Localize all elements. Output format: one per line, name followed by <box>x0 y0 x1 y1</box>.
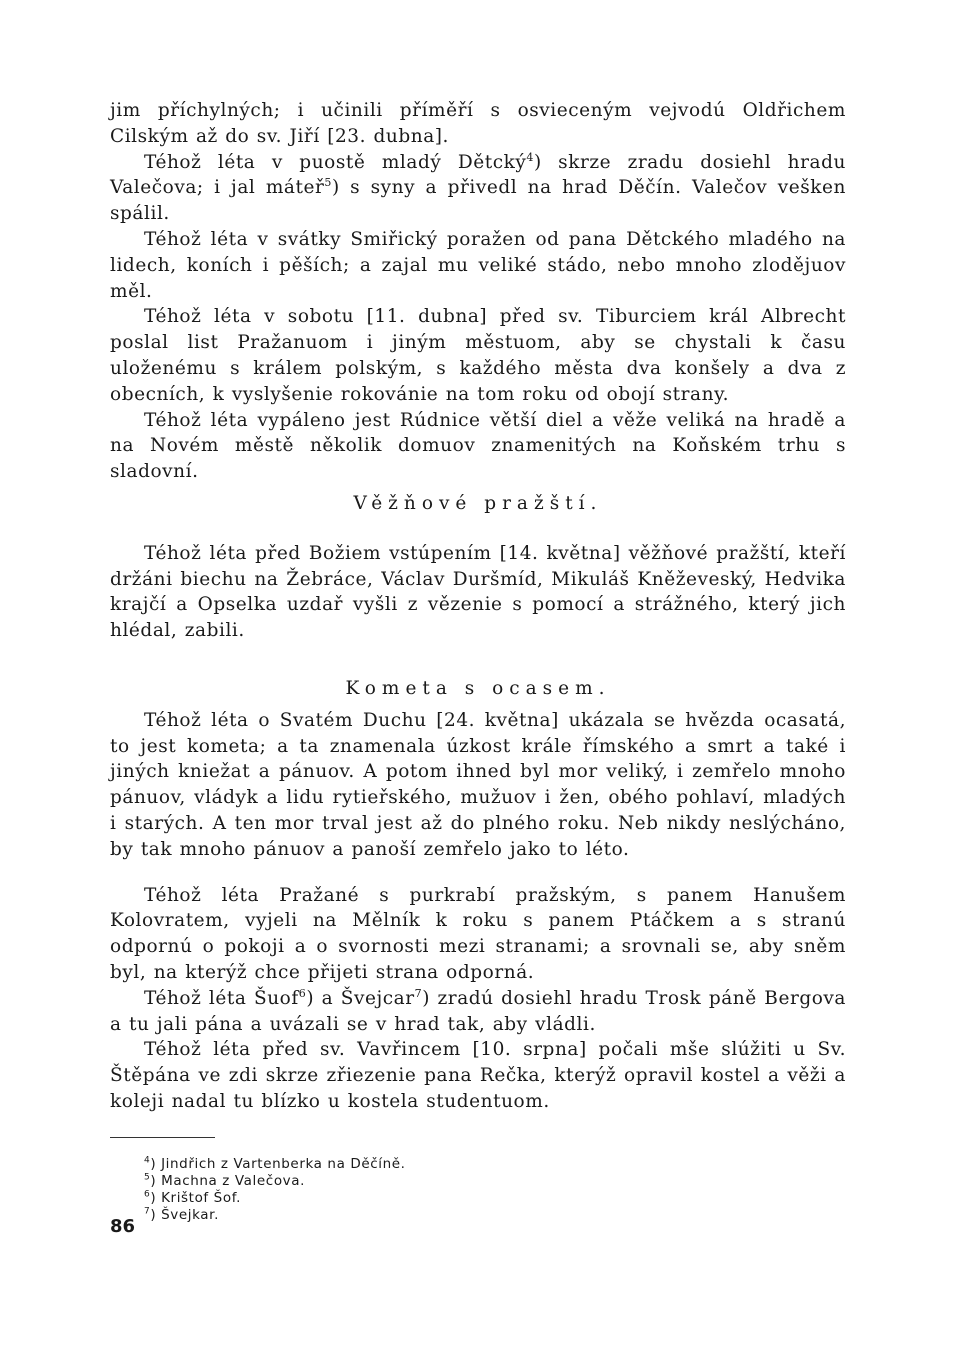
paragraph: jim příchylných; i učinili příměří s osvieceným vejvodú Oldřichem Cilským až do sv. Jiří [23. dubna]. <box>110 100 846 147</box>
footnote-number: 6 <box>144 1189 151 1200</box>
footnote-text: ) Švejkar. <box>150 1206 219 1223</box>
paragraph: Téhož léta vypáleno jest Rúdnice větší diel a věže veliká na hradě a na Novém městě několik domuov znamenitých na Koňském trhu s sladovní. <box>110 409 846 483</box>
footnote <box>144 1190 846 1207</box>
footnote-ref: 7 <box>414 986 423 1000</box>
paragraph: Téhož léta před Božiem vstúpením [14. května] věžňové pražští, kteří držáni biechu na Žebráce, Václav Duršmíd, Mikuláš Kněževeský, Hedvika krajčí a Opselka uzdař vyšli z vězenie s pomocí a strážného, který jich hlédal, zabili. <box>110 542 846 642</box>
footnote <box>144 1207 846 1224</box>
paragraph: Téhož léta v sobotu [11. dubna] před sv. Tiburciem král Albrecht poslal list Pražanuom i jiným městuom, aby se chystali k času uloženému s králem polským, s každého města dva konšely a dva z obecních, k vyslyšenie rokovánie na tom roku od obojí strany. <box>110 306 846 405</box>
footnote-divider <box>110 1137 215 1138</box>
section-heading: Kometa s ocasem. <box>345 677 611 699</box>
footnote-text: ) Krištof Šof. <box>150 1189 241 1206</box>
paragraph: Téhož léta v svátky Smiřický poražen od pana Dětckého mladého na lidech, koních i pěších; a zajal mu veliké stádo, nebo mnoho zlodějuov měl. <box>110 228 846 302</box>
footnote-number: 7 <box>144 1206 151 1217</box>
footnote-ref: 6 <box>298 986 307 1000</box>
footnote-number: 4 <box>144 1155 151 1166</box>
footnotes <box>144 1156 846 1224</box>
paragraph-text: ) skrze zradu dosiehl hradu Valečova; i jal máteř <box>110 151 846 199</box>
paragraph-text: Téhož léta Šuof <box>144 987 299 1009</box>
footnote-text: ) Machna z Valečova. <box>150 1172 306 1189</box>
footnote-number: 5 <box>144 1172 151 1183</box>
paragraph: Téhož léta před sv. Vavřincem [10. srpna] počali mše slúžiti u Sv. Štěpána ve zdi skrze zřiezenie pana Rečka, kterýž opravil kostel a věži a koleji nadal tu blízko u kostela studentuom. <box>110 1039 846 1112</box>
paragraph-text: Téhož léta v puostě mladý Dětcký <box>144 151 527 173</box>
paragraph-text: ) a Švejcar <box>306 987 415 1009</box>
footnote-ref: 4 <box>526 150 534 164</box>
paragraph: Téhož léta o Svatém Duchu [24. května] ukázala se hvězda ocasatá, to jest kometa; a ta znamenala úzkost krále římského a smrt a také i jiných kniežat a pánuov. A potom ihned byl mor veliký, i zemřelo mnoho pánuov, vládyk a lidu rytieřského, mužuov i žen, obého pohlaví, mladých i starých. A ten mor trval jest až do plného roku. Neb nikdy neslýcháno, by tak mnoho pánuov a panoší zemřelo jako to léto. <box>110 709 846 860</box>
section-heading: Věžňové pražští. <box>353 492 603 514</box>
paragraph-text: ) s syny a přivedl na hrad Děčín. Valečov vešken spálil. <box>110 177 847 225</box>
footnote-ref: 5 <box>324 176 332 190</box>
paragraph-text: ) zradú dosiehl hradu Trosk páně Bergova a tu jali pána a uvázali se v hrad tak, aby vládli. <box>110 987 846 1035</box>
footnote-text: ) Jindřich z Vartenberka na Děčíně. <box>150 1155 406 1172</box>
paragraph <box>110 150 846 227</box>
footnote <box>144 1156 846 1173</box>
paragraph: Téhož léta Pražané s purkrabí pražským, s panem Hanušem Kolovratem, vyjeli na Mělník k roku s panem Ptáčkem a s stranú odpornú o pokoji a o svornosti mezi stranami; a srovnali se, aby sněm byl, na kterýž chce přijeti strana odporná. <box>110 884 846 983</box>
page-number: 86 <box>110 1216 136 1237</box>
footnote <box>144 1173 846 1190</box>
page-body <box>110 98 846 1224</box>
paragraph <box>110 986 846 1038</box>
